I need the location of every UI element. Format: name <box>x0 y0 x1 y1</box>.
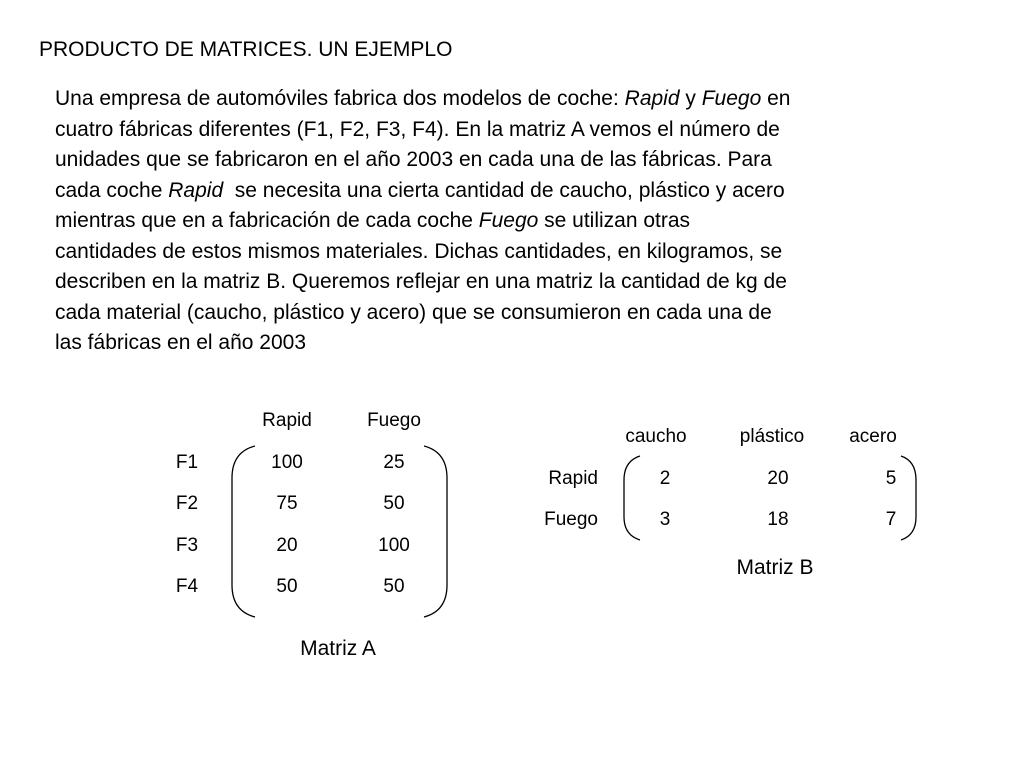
matrix-a-row-label: F4 <box>175 576 199 597</box>
matrix-b-cell: 18 <box>767 509 789 530</box>
statement-line-3: unidades que se fabricaron en el año 2003 en cada una de las fábricas. Para <box>55 148 772 171</box>
matrix-b-cell: 3 <box>659 509 671 530</box>
matrix-b-right-bracket <box>901 456 916 540</box>
slide-title: PRODUCTO DE MATRICES. UN EJEMPLO <box>39 38 453 61</box>
matrix-a-cell: 75 <box>276 493 298 514</box>
matrix-b-left-bracket <box>624 456 640 540</box>
matrix-b-cell: 2 <box>659 468 671 489</box>
matrix-b-cell: 7 <box>885 509 897 530</box>
matrix-b-col-header: plástico <box>739 426 805 447</box>
matrix-a-row-label: F3 <box>175 535 199 556</box>
statement-line-1: Una empresa de automóviles fabrica dos modelos de coche: Rapid y Fuego en <box>55 87 791 110</box>
statement-line-7: describen en la matriz B. Queremos reflejar en una matriz la cantidad de kg de <box>55 270 787 293</box>
matrix-a-row-label: F1 <box>175 452 199 473</box>
matrix-b-col-header: caucho <box>625 426 687 447</box>
matrix-b-caption: Matriz B <box>736 556 814 579</box>
statement-line-4: cada coche Rapid se necesita una cierta cantidad de caucho, plástico y acero <box>55 178 785 202</box>
matrix-a-left-bracket <box>232 446 255 617</box>
matrix-b-row-label: Fuego <box>544 509 598 530</box>
matrix-a-col-header: Fuego <box>367 410 421 431</box>
matrix-a-cell: 25 <box>383 452 405 473</box>
matrix-a-right-bracket <box>424 446 447 617</box>
matrix-a-cell: 50 <box>383 576 405 597</box>
matrix-a-caption: Matriz A <box>300 637 376 660</box>
statement-line-9: las fábricas en el año 2003 <box>55 331 307 354</box>
matrix-a-cell: 50 <box>276 576 298 597</box>
statement-line-8: cada material (caucho, plástico y acero) que se consumieron en cada una de <box>55 300 772 324</box>
matrix-b-cell: 20 <box>767 468 789 489</box>
matrix-a-row-label: F2 <box>175 493 199 514</box>
matrix-b-cell: 5 <box>885 468 897 489</box>
matrix-b-row-label: Rapid <box>548 468 598 489</box>
statement-line-2: cuatro fábricas diferentes (F1, F2, F3, F4). En la matriz A vemos el número de <box>55 117 780 141</box>
matrix-a-cell: 50 <box>383 493 405 514</box>
matrix-a-cell: 100 <box>378 535 410 556</box>
statement-line-5: mientras que en a fabricación de cada coche Fuego se utilizan otras <box>55 209 691 232</box>
statement-line-6: cantidades de estos mismos materiales. Dichas cantidades, en kilogramos, se <box>55 239 783 263</box>
matrix-b-col-header: acero <box>849 426 897 447</box>
problem-statement <box>55 84 985 359</box>
matrix-a-col-header: Rapid <box>262 410 312 431</box>
matrix-a-cell: 20 <box>276 535 298 556</box>
matrix-a-cell: 100 <box>271 452 303 473</box>
